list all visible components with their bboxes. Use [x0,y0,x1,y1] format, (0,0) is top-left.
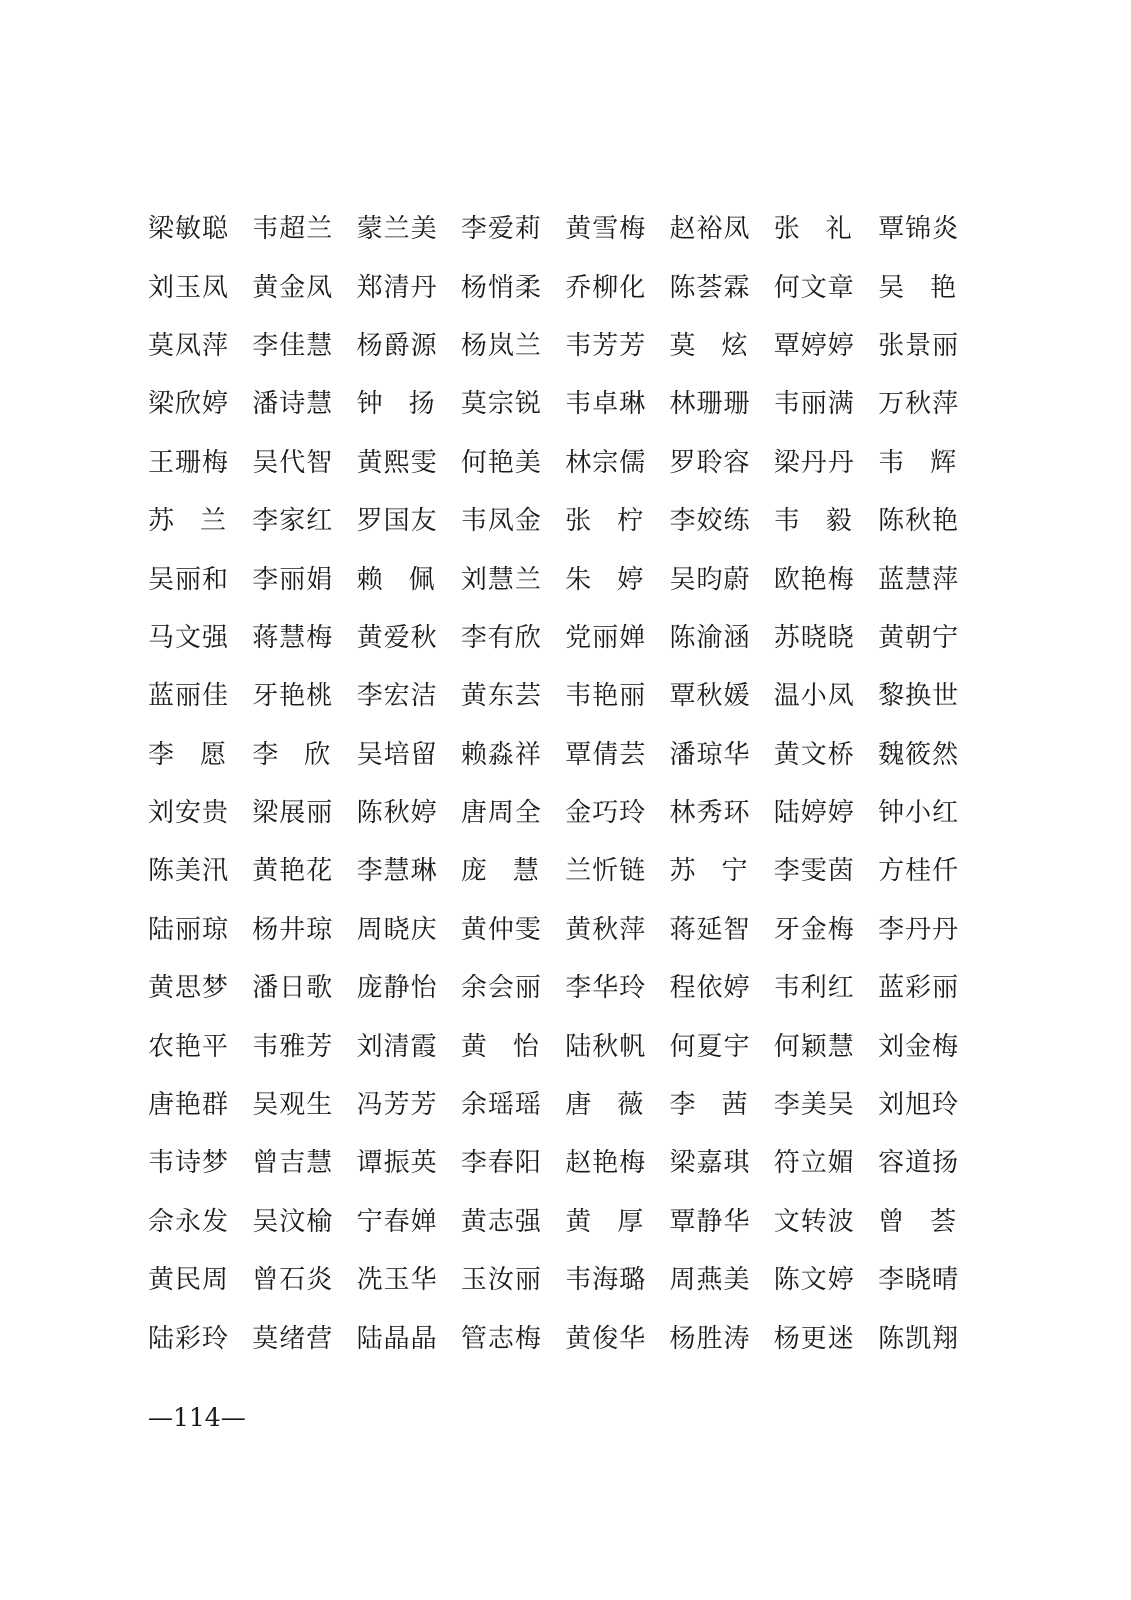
name-entry: 刘玉凤 [148,272,230,303]
name-entry: 杨爵源 [356,330,438,361]
name-entry: 陈秋婷 [356,798,438,829]
name-row [148,1309,960,1367]
name-row [148,550,960,608]
name-entry: 刘旭玲 [878,1090,960,1121]
name-entry: 容道扬 [878,1148,960,1179]
name-entry: 刘清霞 [356,1031,438,1062]
name-row [148,667,960,725]
name-entry: 陈荟霖 [669,272,751,303]
name-entry: 刘慧兰 [460,564,542,595]
name-char: 愿 [200,739,227,770]
name-entry [878,272,982,303]
name-row [148,842,960,900]
name-entry: 韦雅芳 [252,1031,334,1062]
name-entry: 陆秋帆 [565,1031,647,1062]
name-entry: 陈凯翔 [878,1323,960,1354]
name-char: 赖 [356,564,383,595]
name-entry: 管志梅 [460,1323,542,1354]
name-row [148,1017,960,1075]
name-row [148,1251,960,1309]
name-row [148,492,960,550]
name-entry: 杨井琼 [252,914,334,945]
name-entry: 覃静华 [669,1206,751,1237]
name-entry: 佘永发 [148,1206,230,1237]
name-row [148,434,960,492]
name-entry: 潘诗慧 [252,389,334,420]
name-entry: 韦卓琳 [565,389,647,420]
name-entry [565,1206,669,1237]
name-char: 钟 [356,389,383,420]
name-entry [460,856,565,887]
name-entry: 何艳美 [460,447,542,478]
name-char: 李 [148,739,175,770]
name-entry: 李爱莉 [460,214,542,245]
name-entry: 兰忻链 [565,856,647,887]
name-entry: 宁春婵 [356,1206,438,1237]
name-entry: 李佳慧 [252,330,334,361]
name-char: 韦 [773,506,800,537]
name-entry: 杨岚兰 [460,330,542,361]
name-entry: 梁欣婷 [148,389,230,420]
name-row [148,317,960,375]
page-number: —114— [148,1403,246,1432]
name-entry: 潘琼华 [669,739,751,770]
name-entry: 余会丽 [460,973,542,1004]
name-char: 薇 [617,1090,644,1121]
name-list-grid [148,200,960,1368]
name-entry [878,1206,982,1237]
name-entry: 文转波 [773,1206,855,1237]
name-entry: 马文强 [148,622,230,653]
name-row [148,258,960,316]
name-entry [773,214,878,245]
name-entry: 罗聆容 [669,447,751,478]
name-entry: 李有欣 [460,622,542,653]
name-entry [565,564,669,595]
name-entry: 韦超兰 [252,214,334,245]
name-entry: 蒋慧梅 [252,622,334,653]
name-entry: 李丽娟 [252,564,334,595]
name-entry [773,506,878,537]
name-char: 苏 [148,506,175,537]
name-entry: 苏晓晓 [773,622,855,653]
name-entry: 林宗儒 [565,447,647,478]
name-entry: 欧艳梅 [773,564,855,595]
name-char: 张 [565,506,592,537]
name-row [148,901,960,959]
name-entry [878,447,982,478]
name-entry: 梁丹丹 [773,447,855,478]
name-entry: 方桂仟 [878,856,960,887]
name-char: 庞 [460,856,487,887]
name-char: 佩 [408,564,435,595]
name-entry: 林秀环 [669,798,751,829]
name-entry: 吴观生 [252,1090,334,1121]
name-entry: 莫宗锐 [460,389,542,420]
name-char: 莫 [669,330,696,361]
name-char: 李 [252,739,279,770]
name-entry: 吴代智 [252,447,334,478]
name-entry: 周晓庆 [356,914,438,945]
name-entry: 黎换世 [878,681,960,712]
name-entry: 吴培留 [356,739,438,770]
name-char: 婷 [617,564,644,595]
name-entry [148,739,252,770]
name-char: 辉 [930,447,957,478]
name-entry: 黄东芸 [460,681,542,712]
name-entry: 张景丽 [878,330,960,361]
name-entry [356,389,461,420]
name-entry: 吴汶榆 [252,1206,334,1237]
name-entry: 唐周全 [460,798,542,829]
name-char: 曾 [878,1206,905,1237]
name-entry: 陆彩玲 [148,1323,230,1354]
name-entry [356,564,461,595]
name-entry: 韦艳丽 [565,681,647,712]
name-entry: 梁敏聪 [148,214,230,245]
name-entry: 蒋延智 [669,914,751,945]
name-entry: 赵裕凤 [669,214,751,245]
name-entry: 李姣练 [669,506,751,537]
name-char: 怡 [512,1031,539,1062]
name-entry: 陈文婷 [773,1265,855,1296]
name-entry: 韦芳芳 [565,330,647,361]
name-char: 朱 [565,564,592,595]
name-entry: 陆晶晶 [356,1323,438,1354]
name-char: 慧 [512,856,539,887]
name-entry: 刘金梅 [878,1031,960,1062]
name-char: 张 [773,214,800,245]
name-entry: 覃秋媛 [669,681,751,712]
name-entry [669,856,773,887]
name-entry: 温小凤 [773,681,855,712]
name-entry: 赵艳梅 [565,1148,647,1179]
name-entry [252,739,356,770]
name-entry: 李雯茵 [773,856,855,887]
name-row [148,959,960,1017]
name-entry: 冯芳芳 [356,1090,438,1121]
name-entry: 符立媚 [773,1148,855,1179]
name-entry: 黄志强 [460,1206,542,1237]
name-entry: 黄金凤 [252,272,334,303]
name-entry: 陈渝涵 [669,622,751,653]
name-entry: 韦丽满 [773,389,855,420]
name-entry: 罗国友 [356,506,438,537]
name-entry: 莫凤萍 [148,330,230,361]
name-char: 荟 [930,1206,957,1237]
name-entry: 农艳平 [148,1031,230,1062]
name-entry: 吴昀蔚 [669,564,751,595]
name-entry: 韦利红 [773,973,855,1004]
name-entry: 余瑶瑶 [460,1090,542,1121]
name-entry: 王珊梅 [148,447,230,478]
name-entry: 冼玉华 [356,1265,438,1296]
name-char: 礼 [825,214,852,245]
name-entry [565,1090,669,1121]
name-entry [669,1090,773,1121]
name-entry: 蒙兰美 [356,214,438,245]
name-entry: 陆丽琼 [148,914,230,945]
name-entry: 金巧玲 [565,798,647,829]
name-char: 艳 [930,272,957,303]
name-entry: 杨更迷 [773,1323,855,1354]
name-row [148,375,960,433]
name-char: 黄 [460,1031,487,1062]
name-entry: 梁展丽 [252,798,334,829]
name-char: 苏 [669,856,696,887]
name-char: 扬 [408,389,435,420]
name-entry: 潘日歌 [252,973,334,1004]
name-entry: 谭振英 [356,1148,438,1179]
name-entry [148,506,252,537]
name-entry: 黄文桥 [773,739,855,770]
name-entry: 周燕美 [669,1265,751,1296]
name-entry: 覃婷婷 [773,330,855,361]
name-entry: 杨悄柔 [460,272,542,303]
name-char: 吴 [878,272,905,303]
name-entry: 党丽婵 [565,622,647,653]
name-row [148,609,960,667]
name-entry: 何文章 [773,272,855,303]
name-entry: 莫绪营 [252,1323,334,1354]
name-entry: 韦凤金 [460,506,542,537]
name-entry: 乔柳化 [565,272,647,303]
name-char: 宁 [721,856,748,887]
name-entry: 唐艳群 [148,1090,230,1121]
name-entry: 何夏宇 [669,1031,751,1062]
name-entry: 覃倩芸 [565,739,647,770]
name-entry: 黄朝宁 [878,622,960,653]
name-entry: 赖淼祥 [460,739,542,770]
name-entry: 梁嘉琪 [669,1148,751,1179]
name-row [148,726,960,784]
name-entry: 陈美汛 [148,856,230,887]
name-entry: 李宏洁 [356,681,438,712]
name-entry: 黄民周 [148,1265,230,1296]
name-entry: 何颖慧 [773,1031,855,1062]
name-char: 李 [669,1090,696,1121]
name-entry: 郑清丹 [356,272,438,303]
name-entry: 李慧琳 [356,856,438,887]
name-entry [565,506,669,537]
name-entry: 黄爱秋 [356,622,438,653]
name-entry: 黄雪梅 [565,214,647,245]
name-entry: 覃锦炎 [878,214,960,245]
name-entry: 曾吉慧 [252,1148,334,1179]
name-entry: 陈秋艳 [878,506,960,537]
name-char: 韦 [878,447,905,478]
name-entry: 魏筱然 [878,739,960,770]
name-row [148,200,960,258]
name-entry: 李晓晴 [878,1265,960,1296]
name-entry: 曾石炎 [252,1265,334,1296]
name-entry: 韦诗梦 [148,1148,230,1179]
name-entry: 蓝慧萍 [878,564,960,595]
name-entry: 陆婷婷 [773,798,855,829]
name-row [148,784,960,842]
name-entry: 万秋萍 [878,389,960,420]
name-entry: 黄熙雯 [356,447,438,478]
name-entry: 杨胜涛 [669,1323,751,1354]
name-entry: 黄艳花 [252,856,334,887]
name-char: 炫 [721,330,748,361]
name-row [148,1193,960,1251]
name-entry: 程依婷 [669,973,751,1004]
name-entry: 黄秋萍 [565,914,647,945]
name-char: 毅 [825,506,852,537]
name-entry: 李美吴 [773,1090,855,1121]
name-entry: 黄俊华 [565,1323,647,1354]
name-entry: 刘安贵 [148,798,230,829]
name-char: 兰 [200,506,227,537]
name-entry: 钟小红 [878,798,960,829]
name-entry [460,1031,565,1062]
name-row [148,1134,960,1192]
name-entry: 牙艳桃 [252,681,334,712]
name-entry: 李家红 [252,506,334,537]
name-entry: 牙金梅 [773,914,855,945]
name-entry: 庞静怡 [356,973,438,1004]
name-entry: 李丹丹 [878,914,960,945]
name-char: 欣 [304,739,331,770]
name-entry [669,330,773,361]
name-char: 厚 [617,1206,644,1237]
name-entry: 蓝彩丽 [878,973,960,1004]
name-char: 唐 [565,1090,592,1121]
name-entry: 韦海璐 [565,1265,647,1296]
name-entry: 蓝丽佳 [148,681,230,712]
name-entry: 李春阳 [460,1148,542,1179]
name-entry: 吴丽和 [148,564,230,595]
name-char: 黄 [565,1206,592,1237]
name-entry: 林珊珊 [669,389,751,420]
name-entry: 李华玲 [565,973,647,1004]
name-entry: 玉汝丽 [460,1265,542,1296]
name-char: 柠 [617,506,644,537]
name-row [148,1076,960,1134]
name-entry: 黄思梦 [148,973,230,1004]
name-char: 茜 [721,1090,748,1121]
name-entry: 黄仲雯 [460,914,542,945]
